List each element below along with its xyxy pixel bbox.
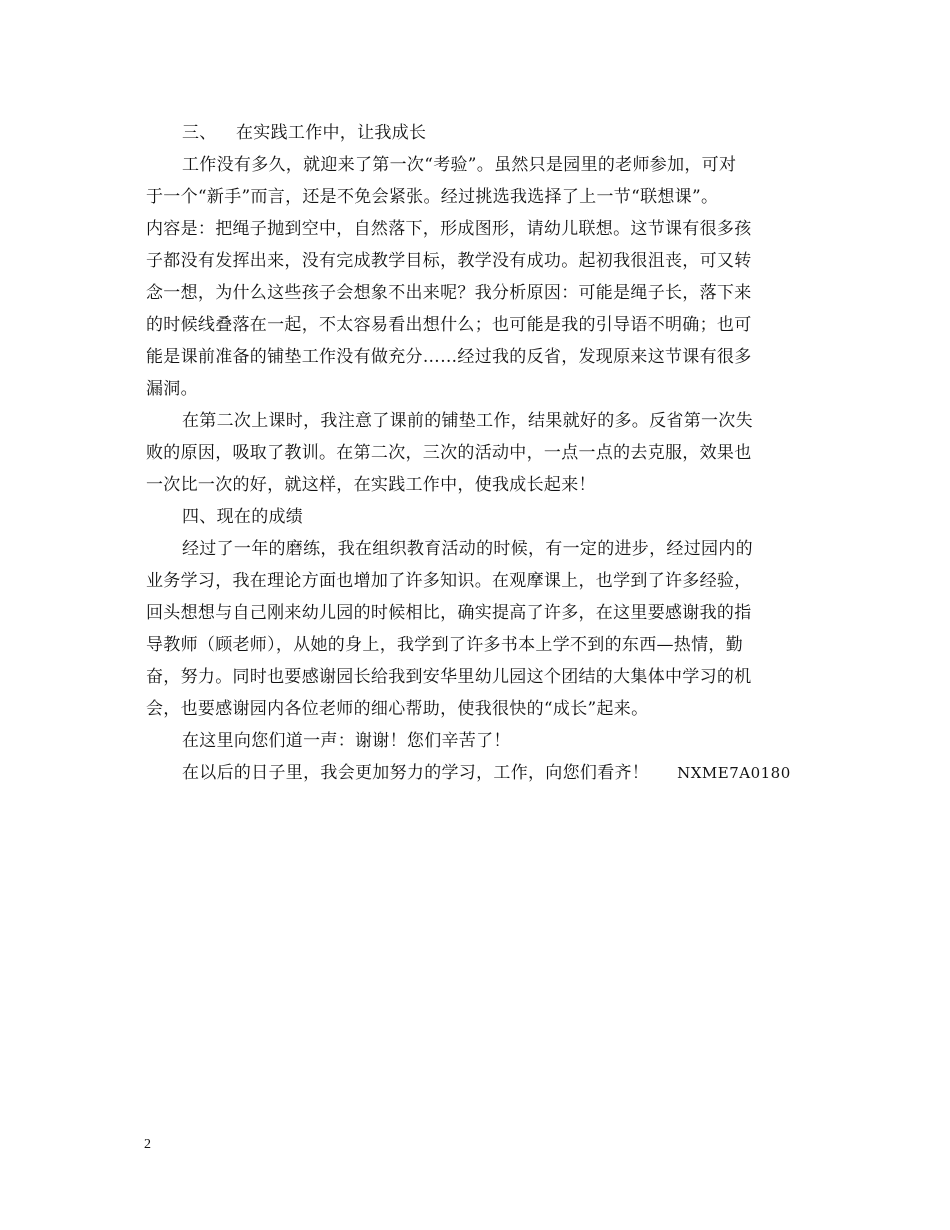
document-code: NXME7A0180 [677, 764, 791, 782]
text-line: 念一想，为什么这些孩子会想象不出来呢？我分析原因：可能是绳子长，落下来 [146, 283, 752, 303]
closing-text: 在以后的日子里，我会更加努力的学习，工作，向您们看齐！ [182, 763, 650, 783]
text-line: 工作没有多久，就迎来了第一次“考验”。虽然只是园里的老师参加，可对 [182, 155, 737, 175]
section-4-heading: 四、现在的成绩 [182, 507, 304, 527]
section-3-title: 在实践工作中，让我成长 [236, 123, 427, 143]
text-line: 的时候线叠落在一起，不太容易看出想什么；也可能是我的引导语不明确；也可 [146, 315, 752, 335]
section-4-paragraph-1 [146, 533, 810, 725]
section-3-paragraph-1 [146, 149, 810, 405]
text-line: 漏洞。 [146, 379, 198, 399]
text-line: 内容是：把绳子抛到空中，自然落下，形成图形，请幼儿联想。这节课有很多孩 [146, 219, 752, 239]
text-line: 会，也要感谢园内各位老师的细心帮助，使我很快的“成长”起来。 [146, 699, 649, 719]
text-line: 一次比一次的好，就这样，在实践工作中，使我成长起来！ [146, 475, 596, 495]
section-3-number: 三、 [182, 123, 217, 143]
text-line: 败的原因，吸取了教训。在第二次，三次的活动中，一点一点的去克服，效果也 [146, 443, 752, 463]
section-3-heading [146, 117, 810, 149]
text-line: 导教师（顾老师），从她的身上，我学到了许多书本上学不到的东西—热情，勤 [146, 635, 743, 655]
text-line: 业务学习，我在理论方面也增加了许多知识。在观摩课上，也学到了许多经验， [146, 571, 752, 591]
text-line: 于一个“新手”而言，还是不免会紧张。经过挑选我选择了上一节“联想课”。 [146, 187, 719, 207]
section-3-paragraph-2 [146, 405, 810, 501]
text-line: 能是课前准备的铺垫工作没有做充分……经过我的反省，发现原来这节课有很多 [146, 347, 752, 367]
text-line: 回头想想与自己刚来幼儿园的时候相比，确实提高了许多，在这里要感谢我的指 [146, 603, 752, 623]
text-line: 经过了一年的磨练，我在组织教育活动的时候，有一定的进步，经过园内的 [182, 539, 753, 559]
closing-line [146, 757, 810, 789]
text-line: 在第二次上课时，我注意了课前的铺垫工作，结果就好的多。反省第一次失 [182, 411, 753, 431]
thanks-line: 在这里向您们道一声：谢谢！您们辛苦了！ [182, 731, 511, 751]
page-number: 2 [144, 1137, 151, 1152]
text-line: 子都没有发挥出来，没有完成教学目标，教学没有成功。起初我很沮丧，可又转 [146, 251, 752, 271]
text-line: 奋，努力。同时也要感谢园长给我到安华里幼儿园这个团结的大集体中学习的机 [146, 667, 752, 687]
document-body [146, 117, 810, 789]
